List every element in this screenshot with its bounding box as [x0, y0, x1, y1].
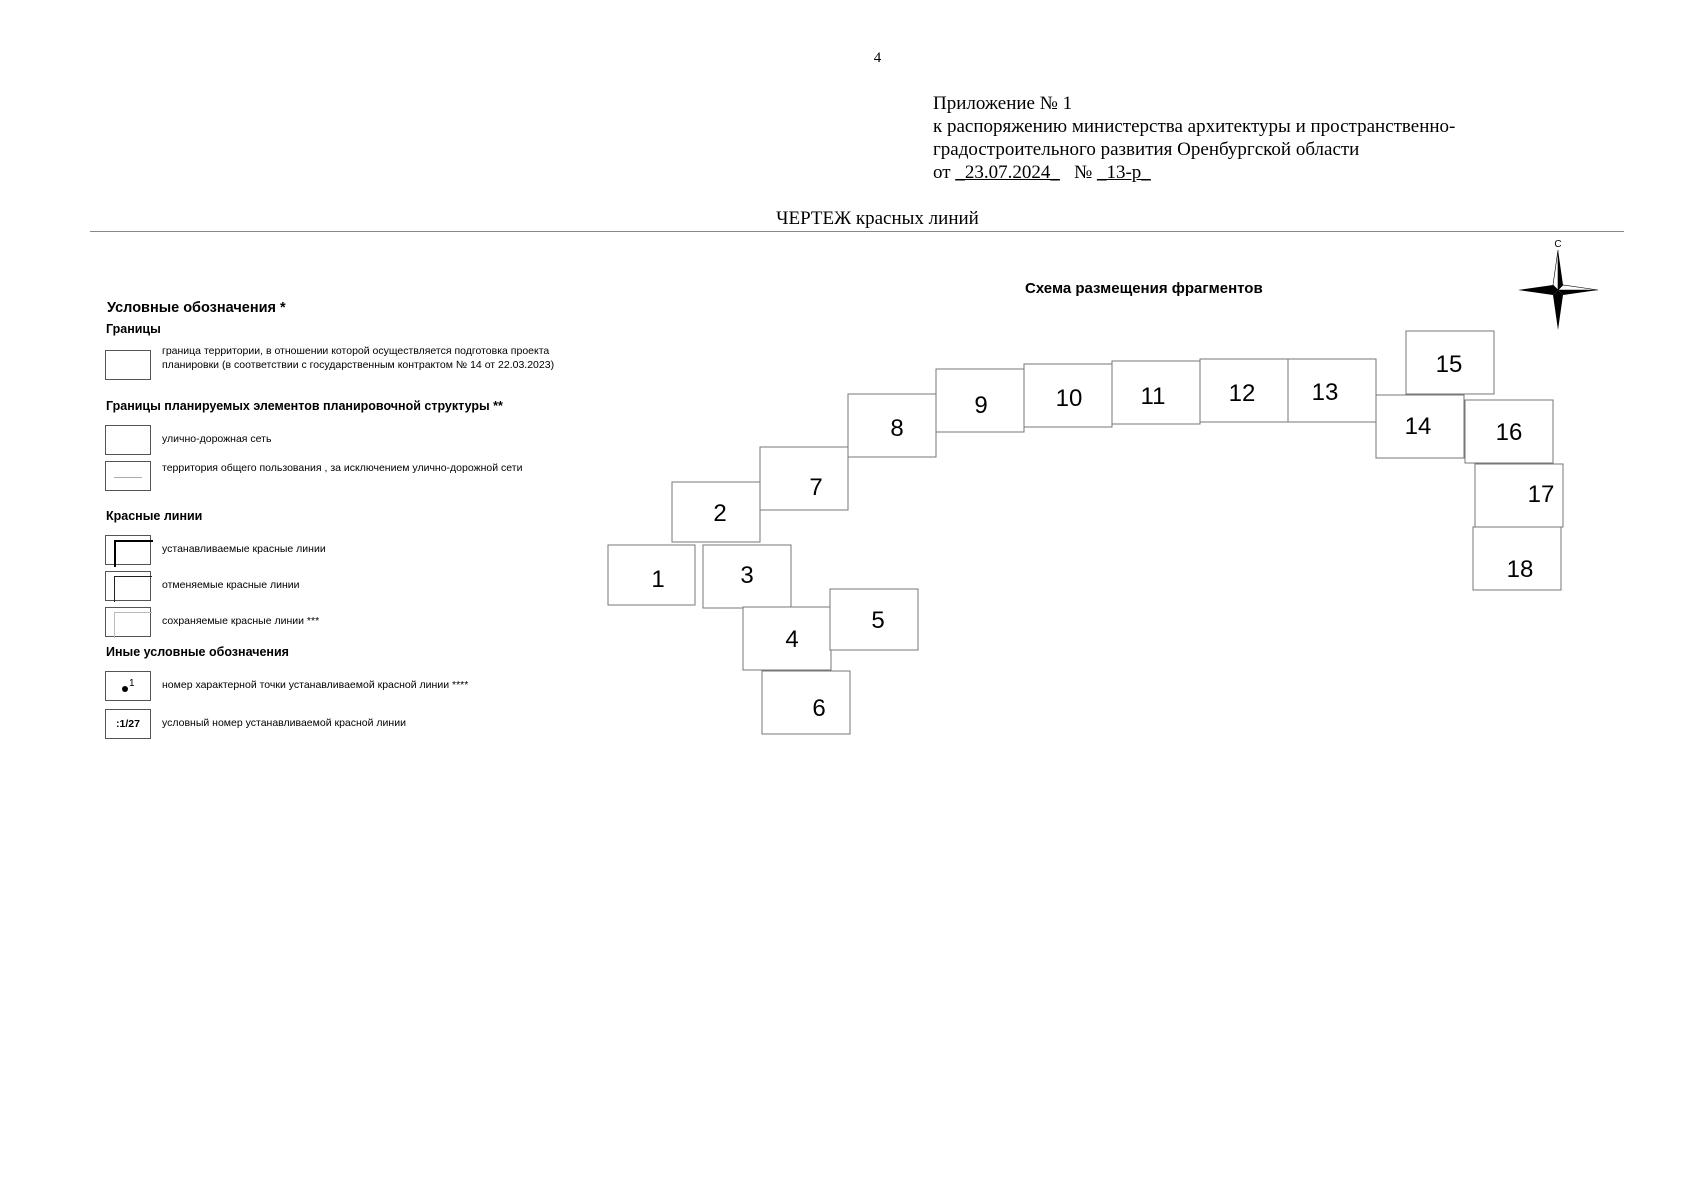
fragment-7-label: 7	[809, 474, 823, 501]
legend-section-planning-elements: Границы планируемых элементов планировочной структуры **	[106, 399, 503, 413]
order-number: _13-р_	[1096, 162, 1151, 183]
fragment-9-label: 9	[974, 392, 988, 419]
fragment-18-label: 18	[1506, 556, 1534, 583]
drawing-title: ЧЕРТЕЖ красных линий	[776, 208, 979, 229]
legend-text-preserved-red-lines: сохраняемые красные линии ***	[162, 615, 320, 627]
fragment-2-label: 2	[713, 500, 727, 527]
scheme-title: Схема размещения фрагментов	[1025, 280, 1263, 297]
order-date: _23.07.2024_	[955, 162, 1060, 183]
appendix-title: Приложение № 1	[933, 93, 1073, 114]
fragment-13-label: 13	[1311, 379, 1339, 406]
fragment-11-label: 11	[1140, 383, 1166, 410]
fragment-15-label: 15	[1435, 351, 1463, 378]
fragment-3-label: 3	[740, 562, 754, 589]
compass-north-label: С	[1554, 239, 1562, 250]
legend-text-road-network: улично-дорожная сеть	[162, 433, 272, 445]
legend-text-cancelled-red-lines: отменяемые красные линии	[162, 579, 300, 591]
fragment-4-label: 4	[785, 626, 799, 653]
fragment-12-label: 12	[1228, 380, 1256, 407]
appendix-line-3: градостроительного развития Оренбургской области	[933, 139, 1360, 160]
legend-section-other: Иные условные обозначения	[106, 645, 289, 659]
fragment-10-label: 10	[1055, 385, 1083, 412]
fragment-16-label: 16	[1495, 419, 1523, 446]
page-number: 4	[873, 50, 882, 66]
point-number-sample: 1	[129, 678, 135, 689]
fragment-7[interactable]	[760, 447, 848, 510]
legend-text-line-code: условный номер устанавливаемой красной линии	[162, 717, 406, 729]
legend-text-public-territory: территория общего пользования , за исключением улично-дорожной сети	[162, 462, 523, 474]
legend-text-point-number: номер характерной точки устанавливаемой красной линии ****	[162, 679, 469, 691]
fragment-5-label: 5	[871, 607, 885, 634]
north-arrow-icon	[1518, 239, 1598, 330]
legend-section-red-lines: Красные линии	[106, 509, 203, 523]
fragment-17-label: 17	[1527, 481, 1555, 508]
number-prefix: №	[1074, 162, 1093, 183]
legend-section-boundaries: Границы	[106, 322, 161, 336]
legend-title: Условные обозначения *	[107, 300, 286, 316]
appendix-line-2: к распоряжению министерства архитектуры и пространственно-	[933, 116, 1456, 137]
legend-text-established-red-lines: устанавливаемые красные линии	[162, 543, 326, 555]
legend-text-territory-boundary: граница территории, в отношении которой осуществляется подготовка проекта планировки (в соответствии с государственным контрактом № 14 от 22.03.2023)	[162, 345, 555, 371]
fragment-6-label: 6	[812, 695, 826, 722]
fragment-8-label: 8	[890, 415, 904, 442]
fragment-1-label: 1	[651, 566, 665, 593]
date-prefix: от	[933, 162, 951, 183]
line-code-sample: :1/27	[116, 718, 140, 730]
fragments	[608, 331, 1563, 734]
fragment-6[interactable]	[762, 671, 850, 734]
fragment-14-label: 14	[1404, 413, 1432, 440]
